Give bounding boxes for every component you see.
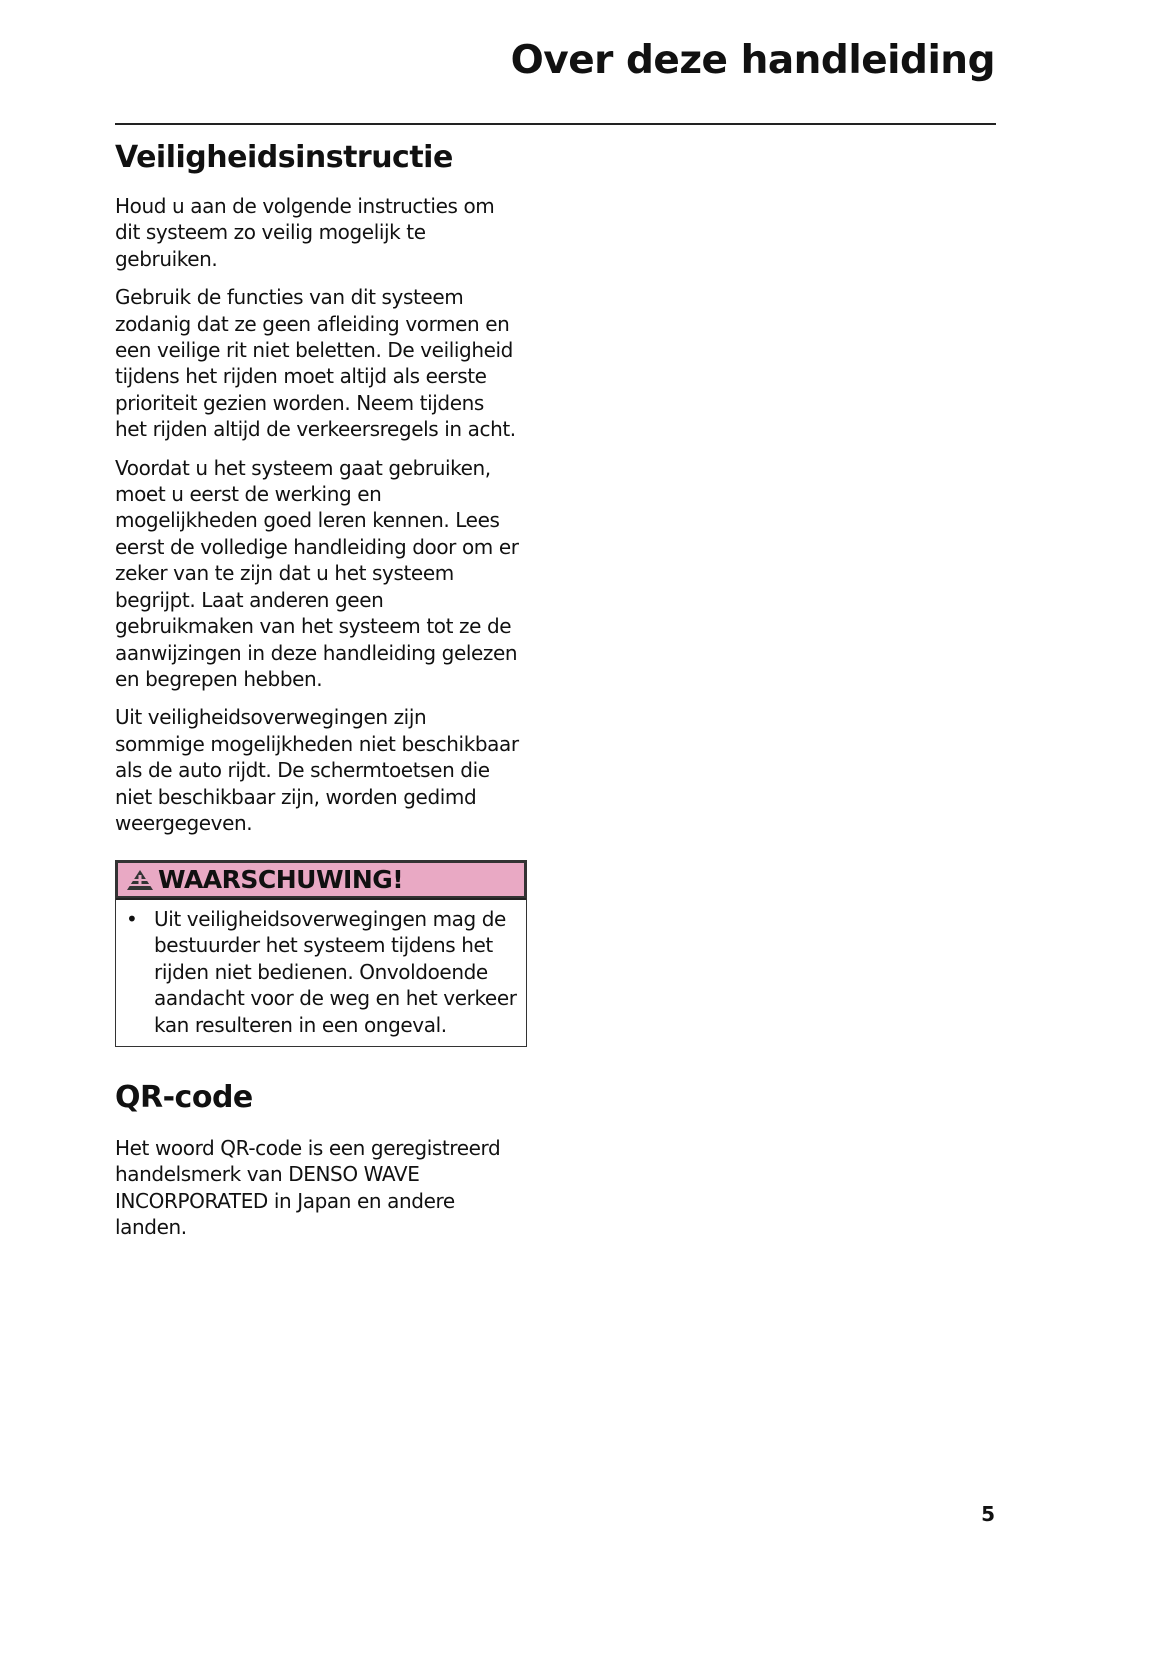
warning-text-line: rijden niet bedienen. Onvoldoende bbox=[154, 959, 488, 984]
warning-body bbox=[116, 900, 526, 1046]
text-line: aanwijzingen in deze handleiding gelezen bbox=[115, 640, 518, 665]
text-line: Het woord QR-code is een geregistreerd bbox=[115, 1136, 501, 1160]
page-number: 5 bbox=[981, 1502, 995, 1526]
section-qr-code bbox=[115, 1080, 535, 1253]
text-line: niet beschikbaar zijn, worden gedimd bbox=[115, 784, 477, 809]
text-line: dit systeem zo veilig mogelijk te bbox=[115, 220, 426, 245]
header-divider bbox=[115, 123, 996, 125]
text-line: Gebruik de functies van dit systeem bbox=[115, 285, 464, 310]
paragraph bbox=[115, 704, 535, 836]
text-line: een veilige rit niet beletten. De veiligheid bbox=[115, 338, 513, 363]
text-line: landen. bbox=[115, 1215, 187, 1240]
warning-header bbox=[116, 861, 526, 900]
warning-text-line: aandacht voor de weg en het verkeer bbox=[154, 986, 517, 1011]
text-line: zeker van te zijn dat u het systeem bbox=[115, 561, 454, 586]
paragraph bbox=[115, 455, 535, 693]
text-line: moet u eerst de werking en bbox=[115, 482, 382, 507]
paragraph bbox=[115, 193, 535, 272]
text-line: begrijpt. Laat anderen geen bbox=[115, 587, 384, 612]
section-heading: QR-code bbox=[115, 1080, 253, 1115]
page-title: Over deze handleiding bbox=[510, 38, 995, 83]
text-line: INCORPORATED in Japan en andere bbox=[115, 1188, 455, 1213]
text-line: prioriteit gezien worden. Neem tijdens bbox=[115, 390, 484, 415]
text-line: Houd u aan de volgende instructies om bbox=[115, 194, 495, 218]
text-line: het rijden altijd de verkeersregels in acht. bbox=[115, 417, 516, 442]
paragraph bbox=[115, 1135, 535, 1241]
warning-text-line: Uit veiligheidsoverwegingen mag de bbox=[154, 907, 506, 931]
section-safety bbox=[115, 140, 535, 848]
text-line: en begrepen hebben. bbox=[115, 666, 323, 691]
text-line: handelsmerk van DENSO WAVE bbox=[115, 1162, 420, 1187]
text-line: tijdens het rijden moet altijd als eerste bbox=[115, 364, 487, 389]
text-line: eerst de volledige handleiding door om er bbox=[115, 534, 519, 559]
warning-triangle-icon bbox=[126, 869, 154, 891]
text-line: zodanig dat ze geen afleiding vormen en bbox=[115, 311, 510, 336]
paragraph bbox=[115, 284, 535, 442]
text-line: weergegeven. bbox=[115, 810, 253, 835]
warning-text-line: kan resulteren in een ongeval. bbox=[154, 1012, 447, 1037]
warning-box bbox=[115, 860, 527, 1047]
text-line: Voordat u het systeem gaat gebruiken, bbox=[115, 455, 491, 480]
text-line: als de auto rijdt. De schermtoetsen die bbox=[115, 758, 490, 783]
bullet: • bbox=[126, 907, 138, 931]
text-line: mogelijkheden goed leren kennen. Lees bbox=[115, 508, 500, 533]
text-line: Uit veiligheidsoverwegingen zijn bbox=[115, 705, 427, 730]
warning-text-line: bestuurder het systeem tijdens het bbox=[154, 933, 493, 958]
text-line: gebruikmaken van het systeem tot ze de bbox=[115, 614, 512, 639]
warning-label: WAARSCHUWING! bbox=[158, 865, 404, 894]
text-line: gebruiken. bbox=[115, 246, 218, 271]
text-line: sommige mogelijkheden niet beschikbaar bbox=[115, 731, 519, 756]
section-heading: Veiligheidsinstructie bbox=[115, 140, 453, 175]
